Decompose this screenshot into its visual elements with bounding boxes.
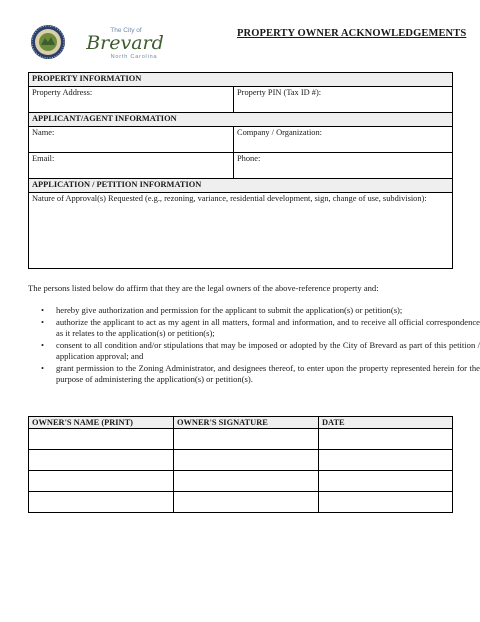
property-pin-label: Property PIN (Tax ID #):: [237, 88, 322, 97]
list-item: [41, 339, 480, 362]
owner-signature-cell[interactable]: [174, 450, 319, 471]
affirmation-text: authorize the applicant to act as my agent in all matters, formal and information, and to receive all official correspondence as it relates to the application(s) or petition(s);: [56, 316, 480, 338]
list-item: [41, 362, 480, 385]
bullet-icon: •: [41, 305, 45, 315]
owner-signature-cell[interactable]: [174, 471, 319, 492]
bullet-icon: •: [41, 362, 45, 373]
applicant-info-header: APPLICANT/AGENT INFORMATION: [29, 113, 453, 127]
applicant-name-field[interactable]: [29, 127, 234, 153]
owner-name-cell[interactable]: [29, 450, 174, 471]
owner-name-cell[interactable]: [29, 492, 174, 513]
table-row: [29, 450, 453, 471]
email-field[interactable]: [29, 153, 234, 179]
table-row: [29, 471, 453, 492]
table-row: [29, 429, 453, 450]
date-cell[interactable]: [319, 492, 453, 513]
page-title: PROPERTY OWNER ACKNOWLEDGEMENTS: [237, 28, 467, 39]
bullet-icon: •: [41, 316, 45, 327]
affirmation-text: grant permission to the Zoning Administrator, and designees thereof, to enter upon the property represented herein for the purpose of administering the application(s) or petition(s).: [56, 362, 480, 384]
nature-of-approval-label: Nature of Approval(s) Requested (e.g., rezoning, variance, residential development, sign, change of use, subdivision):: [32, 194, 427, 203]
date-cell[interactable]: [319, 429, 453, 450]
date-cell[interactable]: [319, 450, 453, 471]
logo-small-text: The City of: [110, 27, 142, 34]
company-label: Company / Organization:: [237, 128, 322, 137]
applicant-name-label: Name:: [32, 128, 55, 137]
owners-signature-table: [28, 416, 453, 513]
city-logo: [30, 22, 180, 62]
table-row: [29, 492, 453, 513]
affirmation-list: [28, 305, 480, 385]
logo-subtext: North Carolina: [110, 54, 158, 60]
owner-signature-cell[interactable]: [174, 429, 319, 450]
logo-name: Brevard: [86, 32, 164, 54]
owners-affirmation-intro: The persons listed below do affirm that they are the legal owners of the above-reference property and:: [28, 283, 379, 293]
application-info-header: APPLICATION / PETITION INFORMATION: [29, 179, 453, 193]
list-item: [41, 316, 480, 339]
nature-of-approval-field[interactable]: [29, 193, 453, 269]
property-address-field[interactable]: [29, 87, 234, 113]
property-form-table: [28, 72, 453, 269]
property-pin-field[interactable]: [234, 87, 453, 113]
bullet-icon: •: [41, 339, 45, 350]
affirmation-text: hereby give authorization and permission for the applicant to submit the application(s) or petition(s);: [56, 305, 403, 315]
owner-name-column-header: OWNER'S NAME (PRINT): [29, 417, 174, 429]
phone-label: Phone:: [237, 154, 261, 163]
date-column-header: DATE: [319, 417, 453, 429]
city-seal-icon: [30, 22, 180, 62]
owner-name-cell[interactable]: [29, 471, 174, 492]
owner-signature-cell[interactable]: [174, 492, 319, 513]
email-label: Email:: [32, 154, 55, 163]
list-item: [41, 305, 480, 316]
company-field[interactable]: [234, 127, 453, 153]
affirmation-text: consent to all condition and/or stipulations that may be imposed or adopted by the City of Brevard as part of this petition / application approval; and: [56, 339, 480, 361]
owner-name-cell[interactable]: [29, 429, 174, 450]
property-info-header: PROPERTY INFORMATION: [29, 73, 453, 87]
phone-field[interactable]: [234, 153, 453, 179]
owner-signature-column-header: OWNER'S SIGNATURE: [174, 417, 319, 429]
date-cell[interactable]: [319, 471, 453, 492]
property-address-label: Property Address:: [32, 88, 93, 97]
